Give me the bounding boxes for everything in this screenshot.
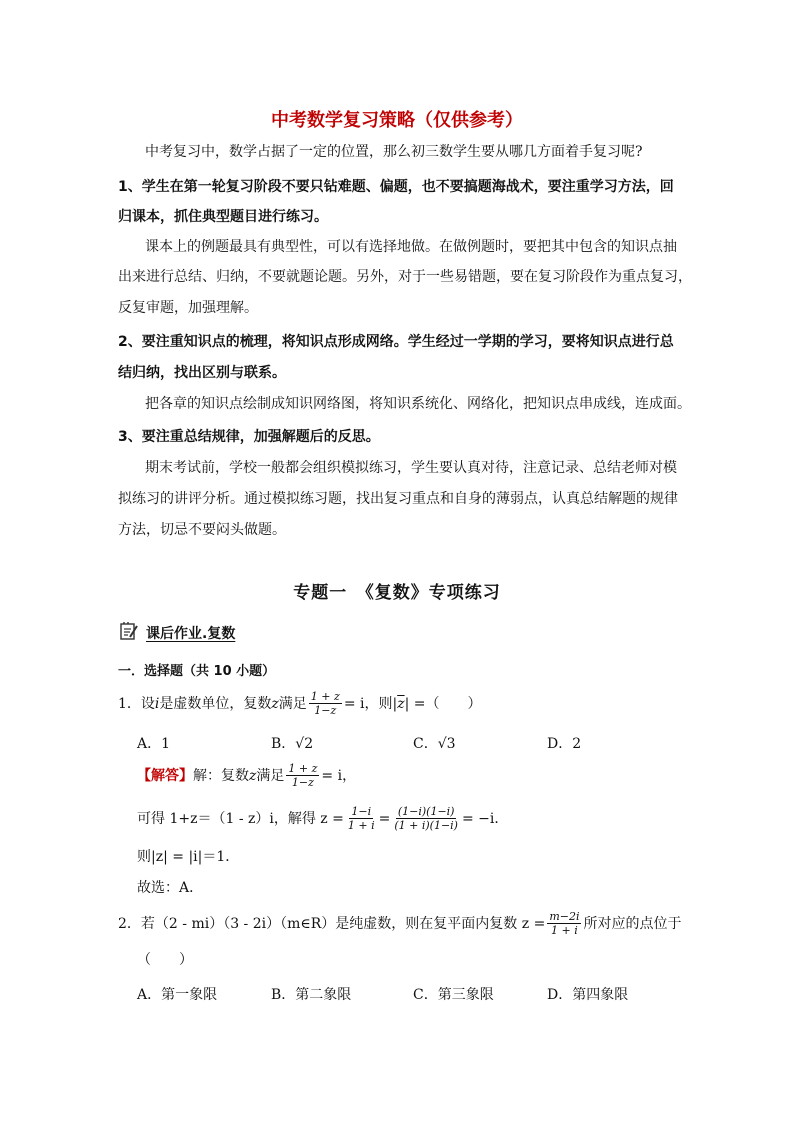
- q1-tail: | =（ ）: [404, 695, 482, 712]
- q1-option-b: B．√2: [271, 736, 314, 752]
- homework-header: [118, 620, 235, 646]
- answer-line1-frac-num: 1 + z: [288, 762, 318, 775]
- q1-text1: 是虚数单位，复数: [159, 695, 272, 712]
- question-2: [118, 910, 681, 937]
- answer-line2-f2-den: (1 + i)(1−i): [394, 819, 458, 832]
- q1-frac-num: 1 + z: [310, 690, 340, 703]
- q1-z: z: [271, 695, 279, 712]
- answer-line1-pre: 解：复数: [193, 767, 249, 784]
- q2-line1-pre: 2．若（2 - mi）（3 - 2i）（m∈R）是纯虚数，则在复平面内复数 z =: [118, 915, 546, 932]
- section-2-heading-line2: 结归纳，找出区别与联系。: [118, 365, 286, 381]
- q2-frac-num: m−2i: [549, 910, 580, 923]
- q2-line2: （ ）: [137, 952, 193, 968]
- section-2-heading-line1: 2、要注重知识点的梳理，将知识点形成网络。学生经过一学期的学习，要将知识点进行总: [118, 334, 674, 350]
- q2-line1-post: 所对应的点位于: [583, 915, 682, 932]
- answer-line1-post: = i，: [321, 767, 357, 784]
- q1-i: i: [154, 695, 160, 712]
- answer-line2-f1-den: 1 + i: [347, 819, 375, 832]
- q1-prefix: 1．设: [118, 695, 155, 712]
- section-3-body-line3: 方法，切忌不要闷头做题。: [118, 522, 286, 538]
- answer-line1-z: z: [249, 767, 257, 784]
- answer-line1-mid: 满足: [256, 767, 285, 784]
- answer-line2-eq: =: [378, 810, 391, 827]
- q1-answer-line3: 则|z| = |i|＝1．: [137, 849, 240, 865]
- section-3-body-line2: 拟练习的讲评分析。通过模拟练习题，找出复习重点和自身的薄弱点，认真总结解题的规律: [118, 491, 678, 507]
- notepad-pencil-icon: [118, 620, 140, 646]
- q1-eq: = i，则|: [343, 695, 398, 712]
- answer-tag: 【解答】: [137, 767, 193, 784]
- q2-option-c: C．第三象限: [413, 987, 494, 1003]
- homework-label: 课后作业.复数: [146, 626, 236, 642]
- q2-option-a: A．第一象限: [137, 987, 218, 1003]
- answer-line1-frac-den: 1−z: [291, 776, 314, 789]
- q1-zbar: $\overline{z}$: [397, 695, 405, 712]
- q2-fraction: [547, 910, 581, 937]
- section-title: 专题一 《复数》专项练习: [293, 583, 501, 603]
- intro-paragraph: 中考复习中，数学占据了一定的位置，那么初三数学生要从哪几方面着手复习呢?: [145, 144, 643, 160]
- q2-option-b: B．第二象限: [271, 987, 352, 1003]
- section-3-heading: 3、要注重总结规律，加强解题后的反思。: [118, 429, 380, 445]
- section-1-body-line2: 出来进行总结、归纳，不要就题论题。另外，对于一些易错题，要在复习阶段作为重点复习，: [118, 269, 692, 285]
- q1-answer-line1: [137, 762, 356, 789]
- section-2-body-line1: 把各章的知识点绘制成知识网络图，将知识系统化、网络化，把知识点串成线，连成面。: [145, 396, 691, 412]
- section-3-body-line1: 期末考试前，学校一般都会组织模拟练习，学生要认真对待，注意记录、总结老师对模: [145, 460, 677, 476]
- answer-line1-fraction: [286, 762, 319, 789]
- answer-line2-post: = −i．: [461, 810, 509, 827]
- answer-line2-fraction1: [346, 805, 377, 832]
- answer-line2-f1-num: 1−i: [351, 805, 372, 818]
- question-1: [118, 690, 481, 717]
- q1-frac-den: 1−z: [314, 704, 337, 717]
- section-1-body-line3: 反复审题，加强理解。: [118, 300, 258, 316]
- q1-fraction: [309, 690, 342, 717]
- q1-answer-line2: [137, 805, 508, 832]
- q1-option-a: A．1: [137, 736, 171, 752]
- answer-line2-fraction2: [392, 805, 460, 832]
- part-heading: 一．选择题（共 10 小题）: [118, 664, 276, 679]
- q1-option-c: C．√3: [413, 736, 456, 752]
- answer-line2-pre: 可得 1+z＝（1 - z）i，解得 z =: [137, 810, 344, 827]
- q2-frac-den: 1 + i: [551, 924, 578, 937]
- q1-option-d: D．2: [547, 736, 582, 752]
- q1-text2: 满足: [278, 695, 307, 712]
- section-1-heading-line1: 1、学生在第一轮复习阶段不要只钻难题、偏题，也不要搞题海战术，要注重学习方法，回: [118, 179, 674, 195]
- q1-answer-line4: 故选：A．: [137, 880, 204, 896]
- answer-line2-f2-num: (1−i)(1−i): [397, 805, 455, 818]
- section-1-heading-line2: 归课本，抓住典型题目进行练习。: [118, 209, 328, 225]
- section-1-body-line1: 课本上的例题最具有典型性，可以有选择地做。在做例题时，要把其中包含的知识点抽: [145, 239, 677, 255]
- q2-option-d: D．第四象限: [547, 987, 629, 1003]
- page-title: 中考数学复习策略（仅供参考）: [271, 110, 523, 131]
